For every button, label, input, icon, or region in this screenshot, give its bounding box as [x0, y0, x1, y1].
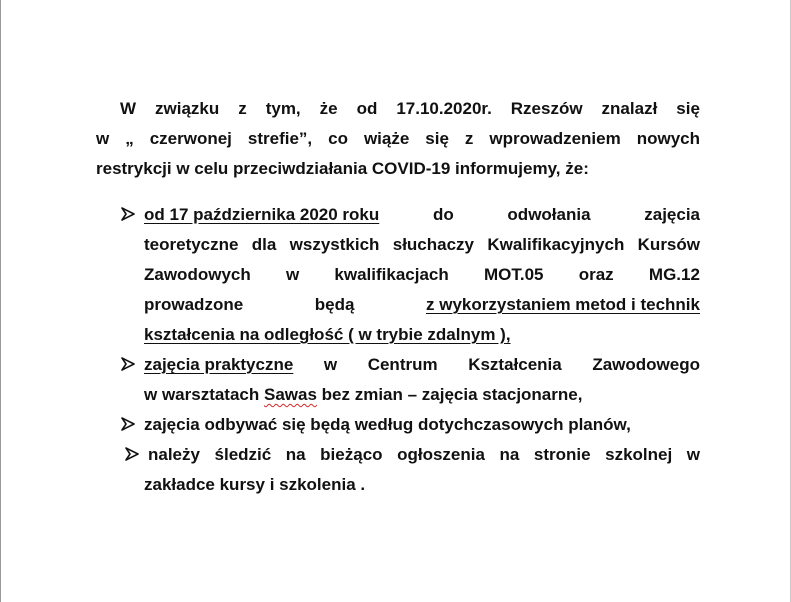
- arrowhead-bullet-icon: [124, 446, 140, 462]
- word: odwołania: [507, 205, 591, 224]
- practical-emphasis: zajęcia praktyczne: [144, 355, 294, 374]
- method-emphasis: z wykorzystaniem metod i technik: [426, 295, 700, 314]
- bullet-list: [120, 200, 700, 500]
- word: stronie: [533, 445, 591, 464]
- item-1-line-5: [144, 320, 700, 350]
- word: teoretyczne: [144, 235, 239, 254]
- intro-word: się: [425, 129, 449, 148]
- list-item: [120, 200, 700, 350]
- word: ogłoszenia: [397, 445, 485, 464]
- text: bez zmian – zajęcia stacjonarne,: [316, 385, 583, 404]
- intro-word: tym,: [265, 99, 301, 118]
- word: będą: [314, 295, 355, 314]
- word: MG.12: [648, 265, 700, 284]
- word: Zawodowych: [144, 265, 251, 284]
- intro-word: nowych: [636, 129, 700, 148]
- item-2-line-1: [144, 350, 700, 380]
- text: zajęcia odbywać się będą według dotychczasowych planów,: [144, 415, 631, 434]
- intro-paragraph: [96, 94, 700, 184]
- intro-word: znalazł: [601, 99, 658, 118]
- intro-word: W: [120, 99, 137, 118]
- intro-word: z: [238, 99, 247, 118]
- intro-line-1: [120, 94, 700, 124]
- intro-word: wiąże: [363, 129, 410, 148]
- intro-word: że: [319, 99, 338, 118]
- intro-word: się: [676, 99, 700, 118]
- word: bieżąco: [320, 445, 383, 464]
- word: Kursów: [637, 235, 700, 254]
- intro-word: wprowadzeniem: [489, 129, 621, 148]
- spellcheck-flagged-word: Sawas: [264, 385, 317, 404]
- word: Kształcenia: [468, 355, 562, 374]
- item-1-line-3: [144, 260, 700, 290]
- intro-word: „: [125, 129, 134, 148]
- item-3-line-1: [144, 410, 700, 440]
- item-4-line-1: [144, 440, 700, 470]
- word: śledzić: [214, 445, 272, 464]
- intro-word: strefie”,: [247, 129, 313, 148]
- word: w: [686, 445, 700, 464]
- intro-line-3: [96, 154, 700, 184]
- word: MOT.05: [483, 265, 544, 284]
- list-item: [120, 410, 700, 440]
- word: należy: [148, 445, 200, 464]
- word: Kwalifikacyjnych: [487, 235, 625, 254]
- word: szkolnej: [605, 445, 673, 464]
- word: do: [432, 205, 454, 224]
- word: wszystkich: [289, 235, 380, 254]
- text: w warsztatach: [144, 385, 264, 404]
- word: w: [323, 355, 338, 374]
- intro-word: czerwonej: [149, 129, 232, 148]
- method-emphasis-cont: kształcenia na odległość ( w trybie zdalnym ),: [144, 325, 511, 344]
- intro-line-3-text: restrykcji w celu przeciwdziałania COVID-19 informujemy, że:: [96, 159, 589, 178]
- page-left-edge: [0, 0, 1, 602]
- word: zajęcia: [644, 205, 700, 224]
- word: prowadzone: [144, 295, 244, 314]
- intro-word: w: [96, 129, 110, 148]
- word: na: [285, 445, 306, 464]
- word: dla: [251, 235, 277, 254]
- item-2-line-2: [144, 380, 700, 410]
- arrowhead-bullet-icon: [120, 206, 136, 222]
- date-emphasis: od 17 października 2020 roku: [144, 205, 380, 224]
- intro-word: związku: [155, 99, 220, 118]
- intro-word: Rzeszów: [510, 99, 583, 118]
- intro-word: z: [464, 129, 474, 148]
- list-item: [120, 440, 700, 500]
- word: Zawodowego: [592, 355, 700, 374]
- intro-line-2: [96, 124, 700, 154]
- word: Centrum: [367, 355, 438, 374]
- word: kwalifikacjach: [334, 265, 449, 284]
- list-item: [120, 350, 700, 410]
- word: na: [499, 445, 520, 464]
- intro-word: co: [328, 129, 348, 148]
- item-1-line-4: [144, 290, 700, 320]
- intro-word: od: [356, 99, 378, 118]
- text: zakładce kursy i szkolenia .: [144, 475, 366, 494]
- word: oraz: [578, 265, 614, 284]
- arrowhead-bullet-icon: [120, 356, 136, 372]
- item-1-line-1: [144, 200, 700, 230]
- item-4-line-2: [144, 470, 700, 500]
- arrowhead-bullet-icon: [120, 416, 136, 432]
- item-1-line-2: [144, 230, 700, 260]
- intro-word: 17.10.2020r.: [396, 99, 492, 118]
- word: w: [285, 265, 300, 284]
- word: słuchaczy: [392, 235, 475, 254]
